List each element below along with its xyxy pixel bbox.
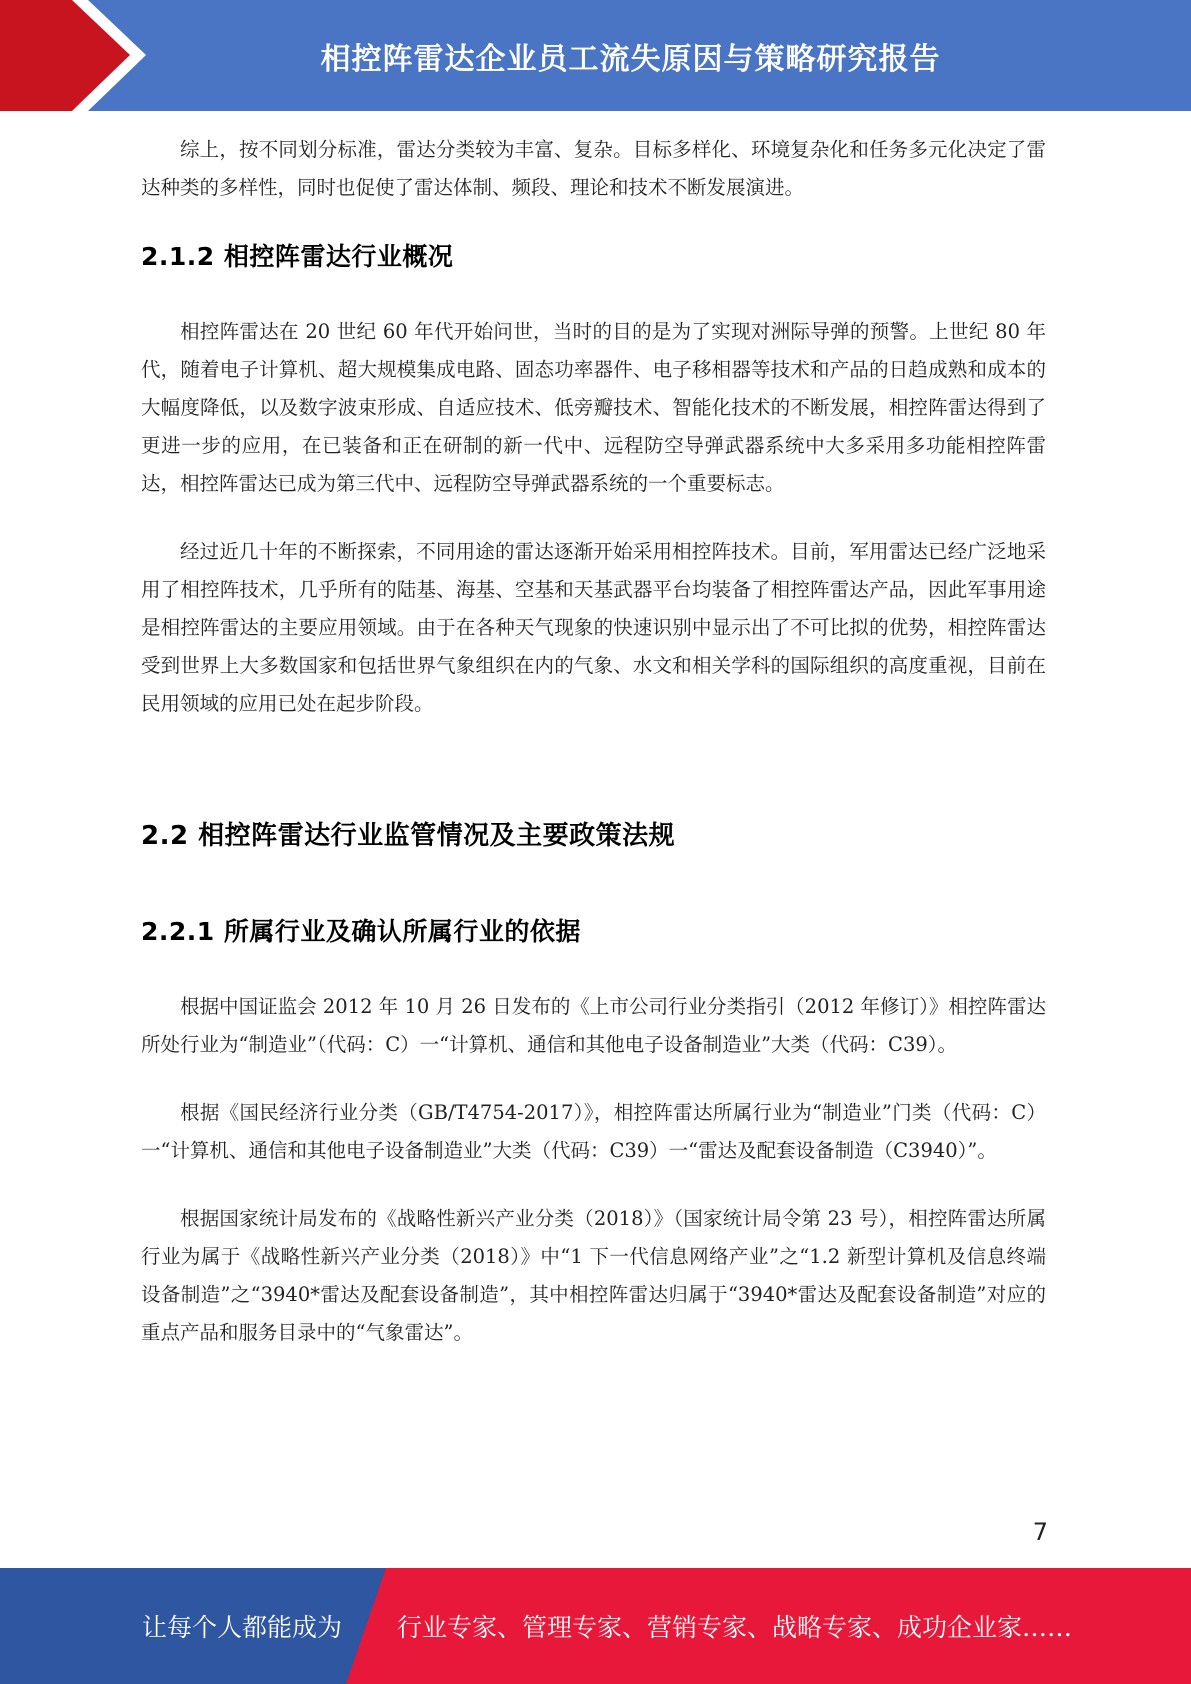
- paragraph-applications: 经过近几十年的不断探索，不同用途的雷达逐渐开始采用相控阵技术。目前，军用雷达已经广泛地采用了相控阵技术，几乎所有的陆基、海基、空基和天基武器平台均装备了相控阵雷达产品，因此军事用途是相控阵雷达的主要应用领域。由于在各种天气现象的快速识别中显示出了不可比拟的优势，相控阵雷达受到世界上大多数国家和包括世界气象组织在内的气象、水文和相关学科的国际组织的高度重视，目前在民用领域的应用已处在起步阶段。: [141, 540, 1046, 715]
- footer-slogan-left: 让每个人都能成为: [142, 1613, 343, 1642]
- paragraph-national-classification: 根据《国民经济行业分类（GB/T4754-2017）》，相控阵雷达所属行业为“制造业”门类（代码：C）一“计算机、通信和其他电子设备制造业”大类（代码：C39）一“雷达及配套设备制造（C3940）”。: [141, 1101, 1046, 1162]
- page-header: [0, 0, 1191, 111]
- section-heading-2-2: 2.2 相控阵雷达行业监管情况及主要政策法规: [141, 821, 676, 851]
- section-heading-2-2-1: 2.2.1 所属行业及确认所属行业的依据: [141, 917, 581, 946]
- report-title: 相控阵雷达企业员工流失原因与策略研究报告: [320, 41, 941, 77]
- page-number: 7: [1032, 1518, 1048, 1546]
- paragraph-summary: 综上，按不同划分标准，雷达分类较为丰富、复杂。目标多样化、环境复杂化和任务多元化决定了雷达种类的多样性，同时也促使了雷达体制、频段、理论和技术不断发展演进。: [141, 138, 1046, 199]
- page-footer: [0, 1568, 1191, 1684]
- paragraph-overview: 相控阵雷达在 20 世纪 60 年代开始问世，当时的目的是为了实现对洲际导弹的预警。上世纪 80 年代，随着电子计算机、超大规模集成电路、固态功率器件、电子移相器等技术和产品的日趋成熟和成本的大幅度降低，以及数字波束形成、自适应技术、低旁瓣技术、智能化技术的不断发展，相控阵雷达得到了更进一步的应用，在已装备和正在研制的新一代中、远程防空导弹武器系统中大多采用多功能相控阵雷达，相控阵雷达已成为第三代中、远程防空导弹武器系统的一个重要标志。: [141, 320, 1046, 495]
- page-body: [141, 131, 1046, 1352]
- footer-slogan-right: 行业专家、管理专家、营销专家、战略专家、成功企业家……: [397, 1613, 1073, 1642]
- paragraph-csrc-classification: 根据中国证监会 2012 年 10 月 26 日发布的《上市公司行业分类指引（2012 年修订）》相控阵雷达所处行业为“制造业”（代码：C）一“计算机、通信和其他电子设备制造业”大类（代码：C39）。: [141, 995, 1046, 1056]
- section-heading-2-1-2: 2.1.2 相控阵雷达行业概况: [141, 242, 454, 271]
- paragraph-strategic-classification: 根据国家统计局发布的《战略性新兴产业分类（2018）》（国家统计局令第 23 号），相控阵雷达所属行业为属于《战略性新兴产业分类（2018）》中“1 下一代信息网络产业”之“1.2 新型计算机及信息终端设备制造”之“3940*雷达及配套设备制造”，其中相控阵雷达归属于“3940*雷达及配套设备制造”对应的重点产品和服务目录中的“气象雷达”。: [141, 1207, 1046, 1344]
